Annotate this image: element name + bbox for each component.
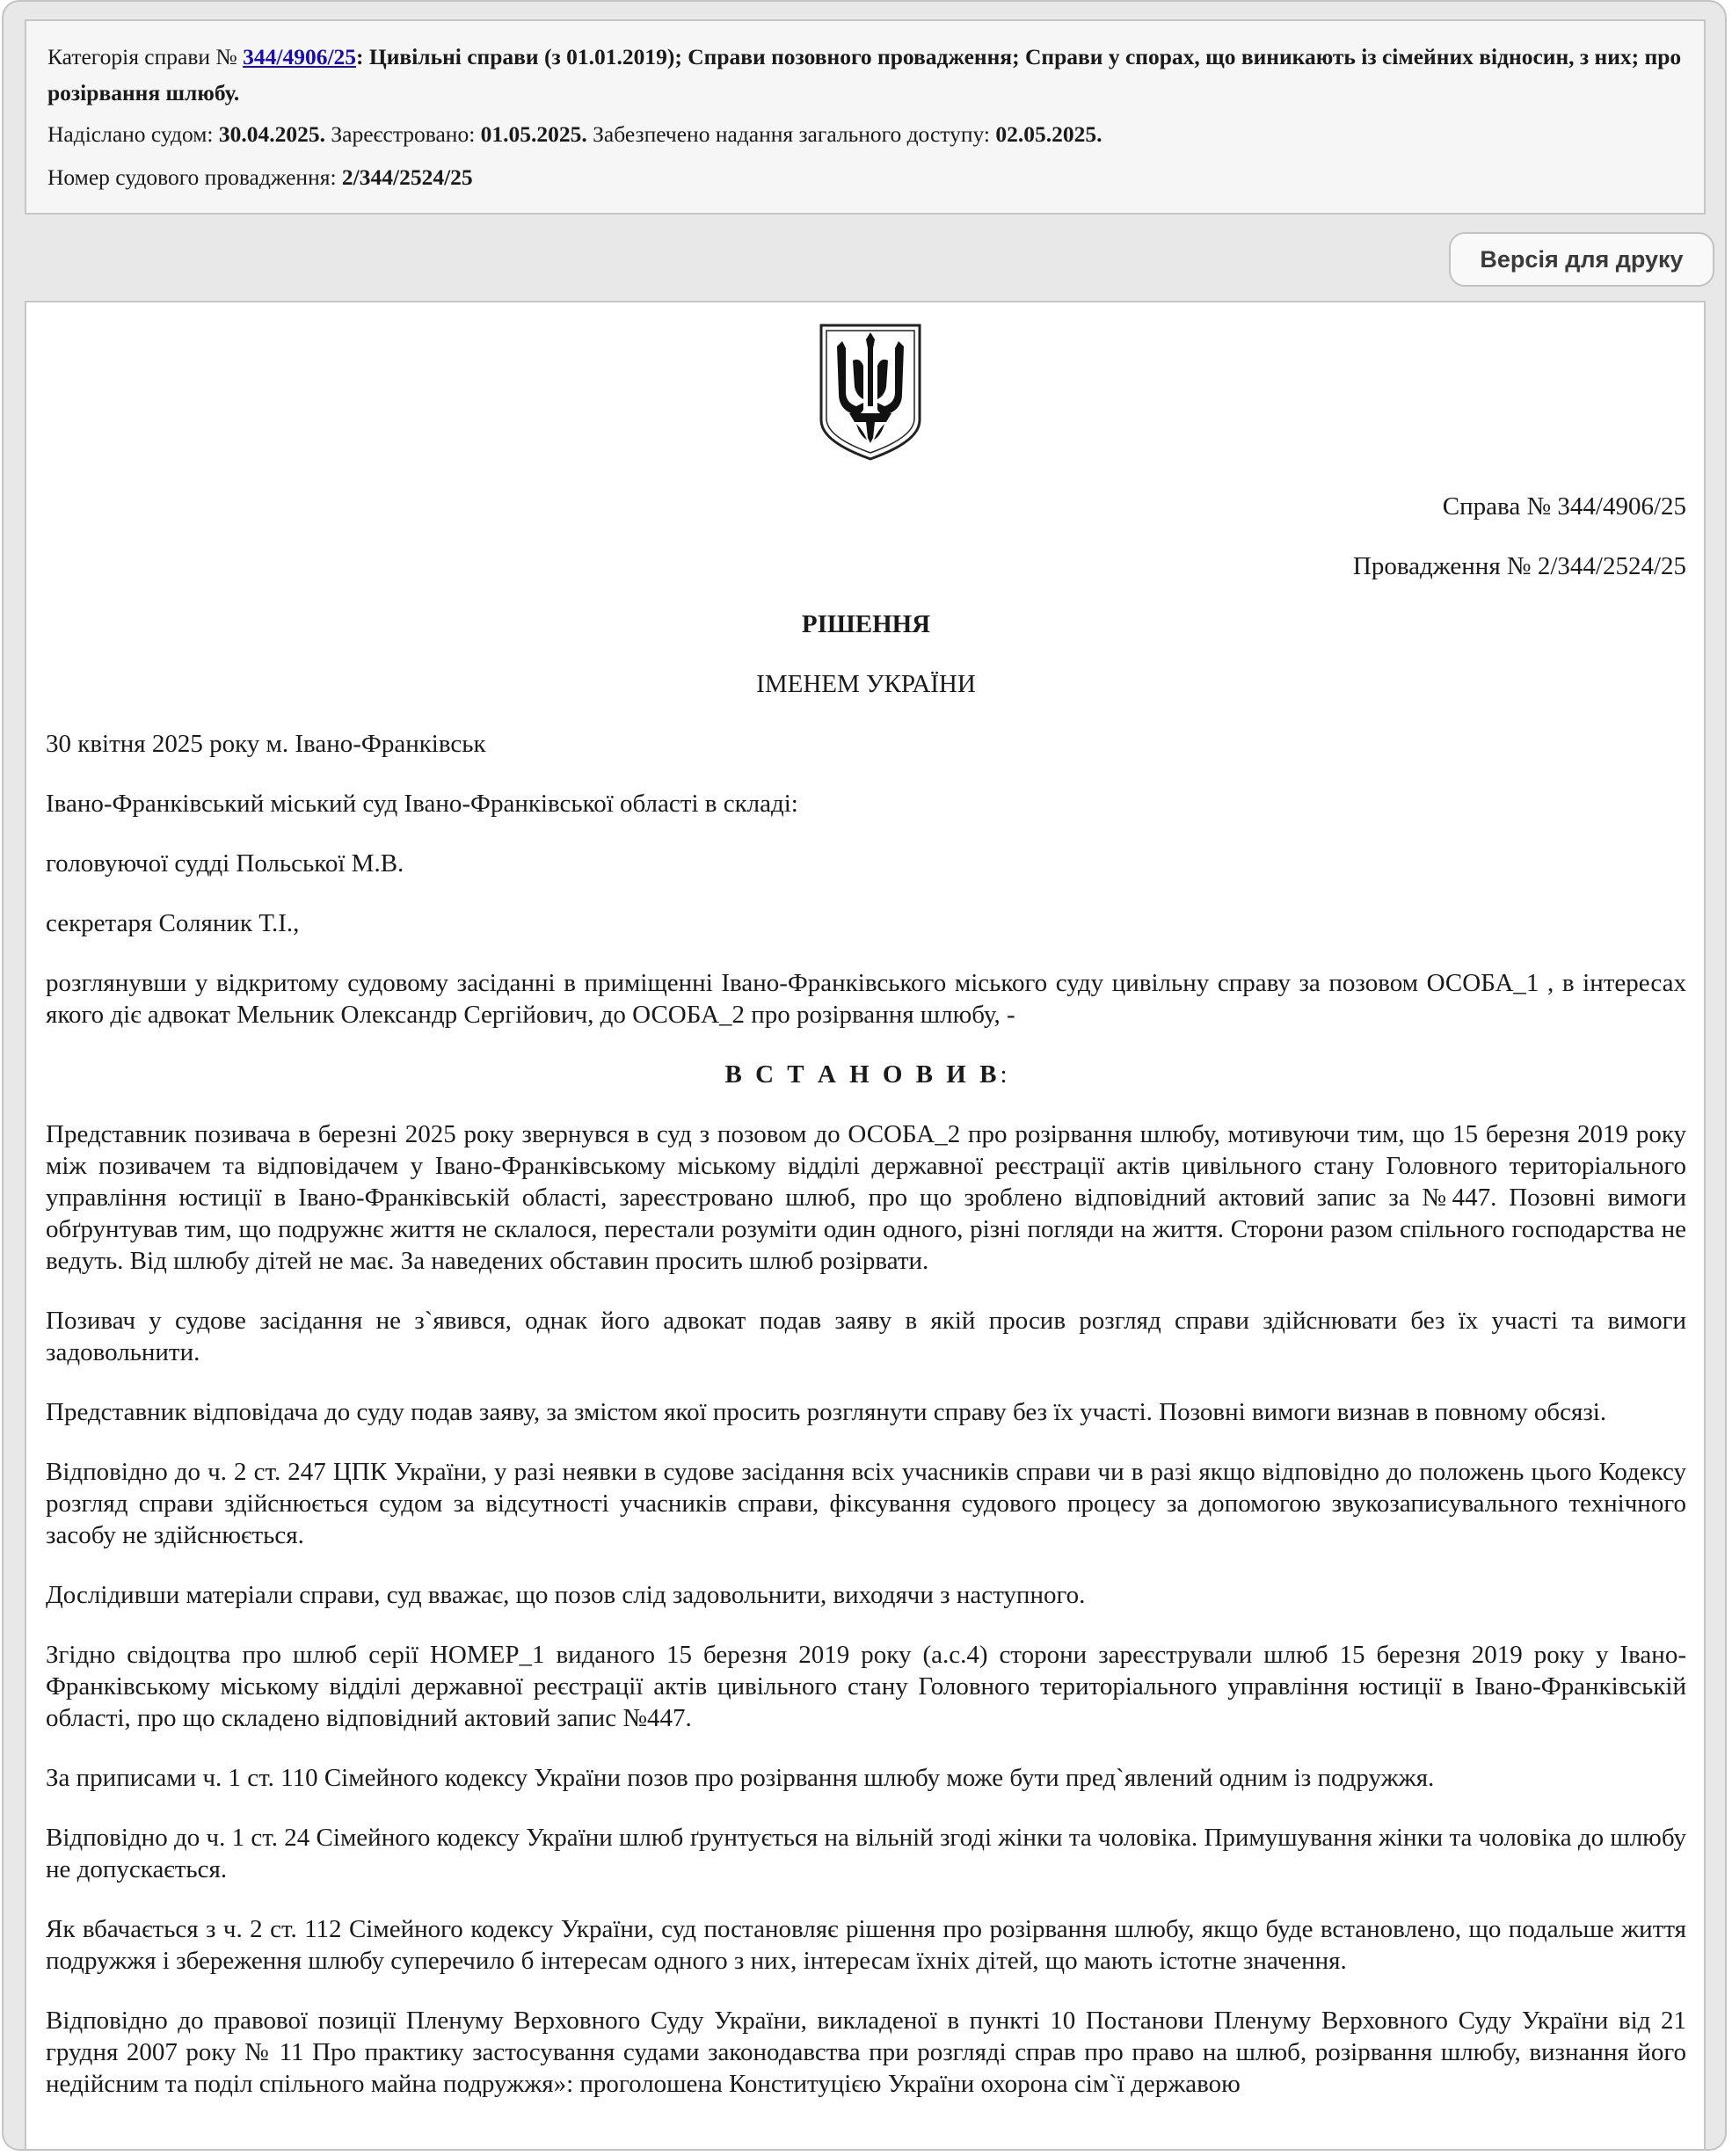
access-date: 02.05.2025. [995, 121, 1103, 147]
coat-of-arms-icon [818, 322, 923, 463]
print-version-button[interactable]: Версія для друку [1449, 232, 1714, 287]
established-word: В С Т А Н О В И В [724, 1060, 1001, 1089]
paragraph-9: Як вбачається з ч. 2 ст. 112 Сімейного кодексу України, суд постановляє рішення про розірвання шлюбу, якщо буде встановлено, що подальше життя подружжя і збереження шлюбу суперечило б інтересам одного з них, інтересам їхніх дітей, що мають істотне значення. [46, 1915, 1686, 1975]
paragraph-10: Відповідно до правової позиції Пленуму Верховного Суду України, викладеної в пункті 10 Постанови Пленуму Верховного Суду України від 21 грудня 2007 року № 11 Про практику застосування судами законодавства при розгляді справ про право на шлюб, розірвання шлюбу, визнання його недійсним та поділ спільного майна подружжя»: проголошена Конституцією України охорона сім`ї державою [46, 2007, 1686, 2098]
paragraph-4: Відповідно до ч. 2 ст. 247 ЦПК України, у разі неявки в судове засідання всіх учасників справи чи в разі якщо відповідно до положень цього Кодексу розгляд справи здійснюється судом за відсутності учасників справи, фіксування судового процесу за допомогою звукозаписувального технічного засобу не здійснюється. [46, 1458, 1686, 1549]
page-frame [2, 0, 1727, 2151]
category-label: Категорія справи № [47, 44, 244, 69]
category-value: : Цивільні справи (з 01.01.2019); Справи позовного провадження; Справи у спорах, що виникають із сімейних відносин, з них; про розірвання шлюбу. [47, 44, 1682, 106]
paragraph-1: Представник позивача в березні 2025 року звернувся в суд з позовом до ОСОБА_2 про розірвання шлюбу, мотивуючи тим, що 15 березня 2019 року між позивачем та відповідачем у Івано-Франківському міському відділі державної реєстрації актів цивільного стану Головного територіального управління юстиції в Івано-Франківській області, зареєстровано шлюб, про що зроблено відповідний актовий запис за №447. Позовні вимоги обґрунтував тим, що подружнє життя не склалося, перестали розуміти один одного, різні погляди на життя. Сторони разом спільного господарства не ведуть. Від шлюбу дітей не має. За наведених обставин просить шлюб розірвати. [46, 1120, 1686, 1275]
decision-title: РІШЕННЯ [801, 610, 931, 638]
case-number: Справа № 344/4906/25 [1442, 492, 1686, 521]
paragraph-6: Згідно свідоцтва про шлюб серії НОМЕР_1 виданого 15 березня 2019 року (а.с.4) сторони зареєстрували шлюб 15 березня 2019 року у Івано-Франківському міському відділі державної реєстрації актів цивільного стану Головного територіального управління юстиції в Івано-Франківській області, про що складено відповідний актовий запис №447. [46, 1641, 1686, 1732]
decision-subtitle: ІМЕНЕМ УКРАЇНИ [756, 670, 976, 698]
date-place: 30 квітня 2025 року м. Івано-Франківськ [46, 730, 486, 758]
proceeding-label: Номер судового провадження: [47, 164, 342, 190]
paragraph-7: За приписами ч. 1 ст. 110 Сімейного кодексу України позов про розірвання шлюбу може бути пред`явлений одним із подружжя. [46, 1764, 1435, 1792]
paragraph-5: Дослідивши матеріали справи, суд вважає, що позов слід задовольнити, виходячи з наступного. [46, 1581, 1086, 1609]
sent-label: Надіслано судом: [47, 121, 219, 147]
sent-date: 30.04.2025. [218, 121, 326, 147]
established-colon: : [1000, 1060, 1008, 1089]
proceeding-number: 2/344/2524/25 [341, 164, 473, 190]
paragraph-2: Позивач у судове засідання не з`явився, однак його адвокат подав заяву в якій просив розгляд справи здійснювати без їх участі та вимоги задовольнити. [46, 1307, 1686, 1366]
case-number-link[interactable]: 344/4906/25 [243, 44, 357, 69]
paragraph-3: Представник відповідача до суду подав заяву, за змістом якої просить розглянути справу без їх участі. Позовні вимоги визнав в повному обсязі. [46, 1398, 1607, 1426]
access-label: Забезпечено надання загального доступу: [586, 121, 996, 147]
intro-paragraph: розглянувши у відкритому судовому засіданні в приміщенні Івано-Франківського міського суду цивільну справу за позовом ОСОБА_1 , в інтересах якого діє адвокат Мельник Олександр Сергійович, до ОСОБА_2 про розірвання шлюбу, - [46, 969, 1686, 1029]
paragraph-8: Відповідно до ч. 1 ст. 24 Сімейного кодексу України шлюб ґрунтується на вільній згоді жінки та чоловіка. Примушування жінки та чоловіка до шлюбу не допускається. [46, 1824, 1686, 1883]
registered-date: 01.05.2025. [480, 121, 587, 147]
court-secretary: секретаря Соляник Т.І., [46, 909, 300, 937]
case-info-panel [25, 19, 1706, 215]
case-category-line [47, 39, 1683, 111]
established-heading [46, 1059, 1686, 1090]
presiding-judge: головуючої судді Польської М.В. [46, 849, 404, 878]
proceeding-line [47, 159, 1683, 195]
proceeding-number-line: Провадження № 2/344/2524/25 [1352, 552, 1686, 580]
decision-text [46, 491, 1686, 2128]
case-dates-line [47, 116, 1683, 152]
registered-label: Зареєстровано: [325, 121, 481, 147]
document-panel [25, 301, 1706, 2151]
court-composition: Івано-Франківський міський суд Івано-Франківської області в складі: [46, 790, 798, 818]
